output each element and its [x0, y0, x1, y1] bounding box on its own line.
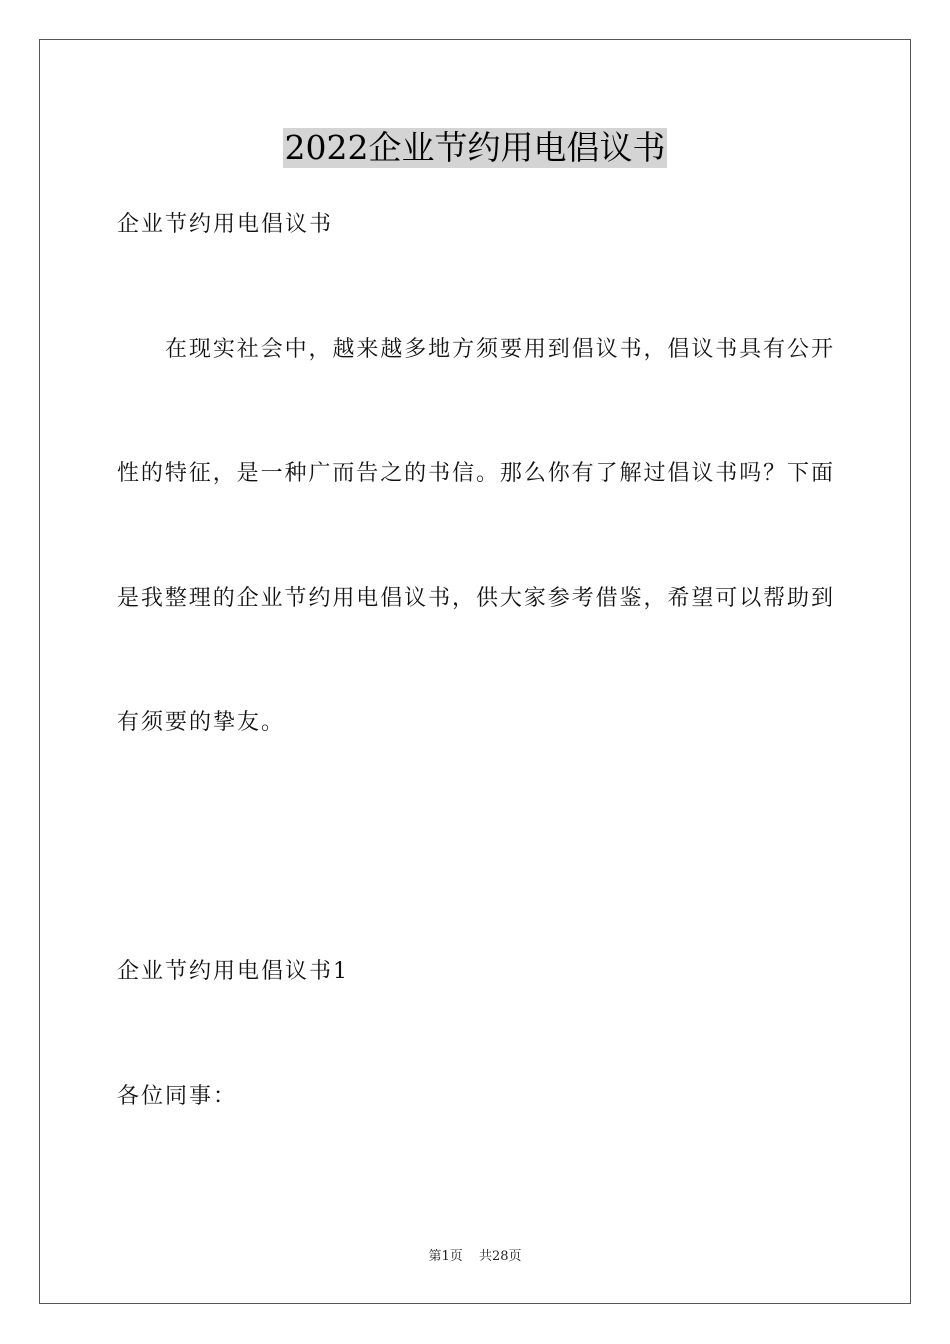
salutation: 各位同事： — [117, 1084, 238, 1109]
title-wrap — [0, 128, 950, 168]
section-heading: 企业节约用电倡议书1 — [117, 959, 349, 984]
intro-line-3: 是我整理的企业节约用电倡议书，供大家参考借鉴，希望可以帮助到 — [117, 586, 833, 611]
intro-line-2: 性的特征，是一种广而告之的书信。那么你有了解过倡议书吗？下面 — [117, 461, 833, 486]
page-number: 第1页 — [428, 1249, 463, 1264]
document-subtitle: 企业节约用电倡议书 — [117, 212, 334, 237]
intro-line-1: 在现实社会中，越来越多地方须要用到倡议书，倡议书具有公开 — [165, 337, 833, 362]
page-total: 共28页 — [478, 1249, 522, 1264]
document-title: 2022企业节约用电倡议书 — [284, 128, 666, 167]
intro-line-4: 有须要的挚友。 — [117, 710, 286, 735]
page-footer — [0, 1248, 950, 1266]
